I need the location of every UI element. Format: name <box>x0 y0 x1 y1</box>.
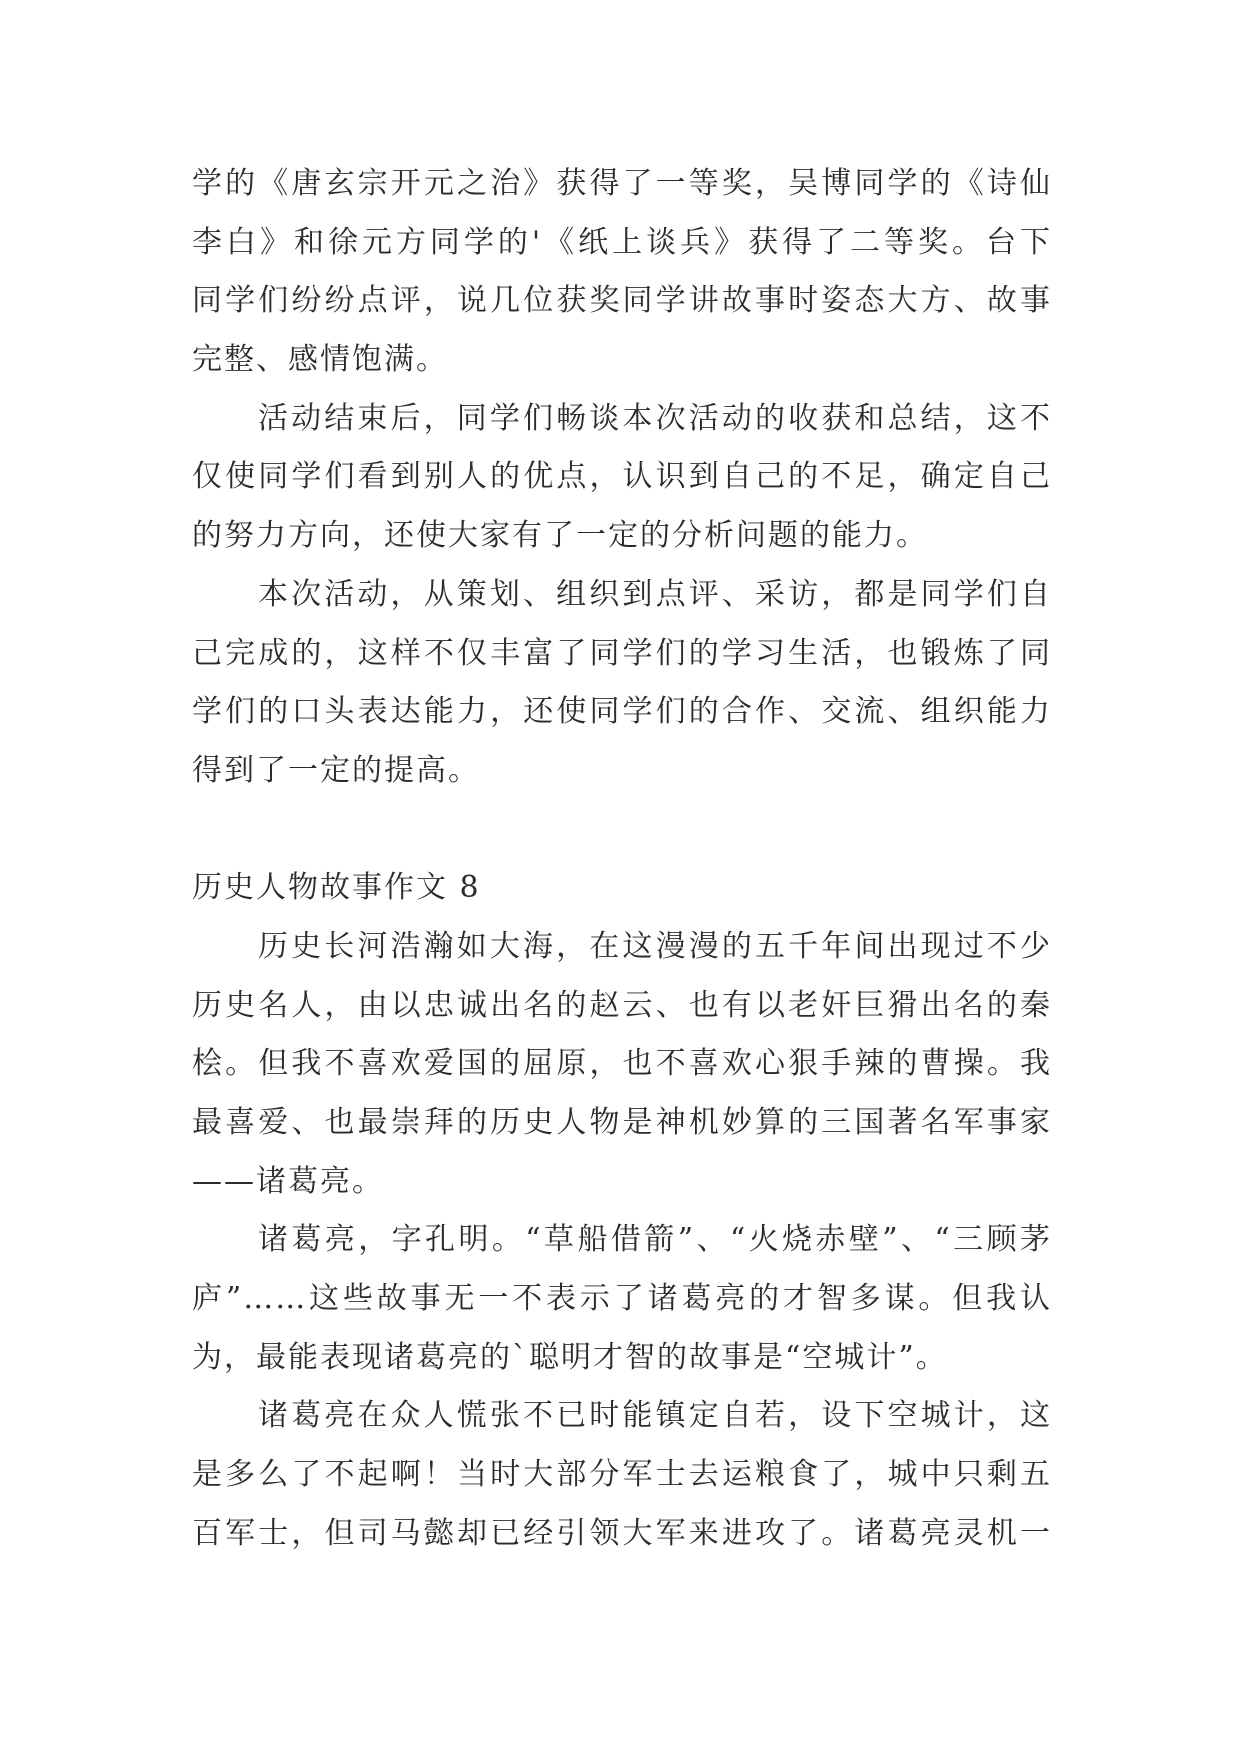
paragraph-line: 是多么了不起啊！当时大部分军士去运粮食了，城中只剩五 <box>192 1457 1052 1493</box>
blank-line <box>192 801 1052 860</box>
paragraph <box>192 1387 1052 1563</box>
paragraph <box>192 390 1052 566</box>
paragraph-line: 学的《唐玄宗开元之治》获得了一等奖，吴博同学的《诗仙 <box>192 166 1052 201</box>
paragraph <box>192 566 1052 801</box>
paragraph-line: 完整、感情饱满。 <box>192 342 448 378</box>
paragraph-line: 庐”……这些故事无一不表示了诸葛亮的才智多谋。但我认 <box>192 1281 1052 1317</box>
paragraph-line: 得到了一定的提高。 <box>192 752 480 788</box>
paragraph-line: 仅使同学们看到别人的优点，认识到自己的不足，确定自己 <box>192 459 1052 495</box>
paragraph-line: 本次活动，从策划、组织到点评、采访，都是同学们自 <box>258 576 1052 612</box>
paragraph-line: 桧。但我不喜欢爱国的屈原，也不喜欢心狠手辣的曹操。我 <box>192 1046 1052 1082</box>
paragraph-line: 学们的口头表达能力，还使同学们的合作、交流、组织能力 <box>192 694 1052 730</box>
paragraph-line: ——诸葛亮。 <box>192 1163 384 1199</box>
paragraph <box>192 1211 1052 1387</box>
paragraph-line: 最喜爱、也最崇拜的历史人物是神机妙算的三国著名军事家 <box>192 1105 1052 1140</box>
paragraph-line: 诸葛亮，字孔明。“草船借箭”、“火烧赤壁”、“三顾茅 <box>258 1222 1052 1258</box>
paragraph-line: 为，最能表现诸葛亮的`聪明才智的故事是“空城计”。 <box>192 1339 948 1375</box>
paragraph-line: 李白》和徐元方同学的'《纸上谈兵》获得了二等奖。台下 <box>192 224 1052 260</box>
paragraph-line: 历史名人，由以忠诚出名的赵云、也有以老奸巨猾出名的秦 <box>192 987 1052 1023</box>
paragraph-line: 历史长河浩瀚如大海，在这漫漫的五千年间出现过不少 <box>258 928 1052 964</box>
paragraph-line: 活动结束后，同学们畅谈本次活动的收获和总结，这不 <box>258 400 1052 436</box>
paragraph-line: 诸葛亮在众人慌张不已时能镇定自若，设下空城计，这 <box>258 1398 1052 1434</box>
paragraph <box>192 155 1052 390</box>
section-heading: 历史人物故事作文 8 <box>192 870 481 906</box>
document-body <box>192 155 1052 1564</box>
paragraph <box>192 918 1052 1211</box>
paragraph-line: 同学们纷纷点评，说几位获奖同学讲故事时姿态大方、故事 <box>192 283 1052 319</box>
paragraph-line: 己完成的，这样不仅丰富了同学们的学习生活，也锻炼了同 <box>192 635 1052 671</box>
paragraph-line: 百军士，但司马懿却已经引领大军来进攻了。诸葛亮灵机一 <box>192 1515 1052 1551</box>
paragraph-line: 的努力方向，还使大家有了一定的分析问题的能力。 <box>192 518 928 554</box>
